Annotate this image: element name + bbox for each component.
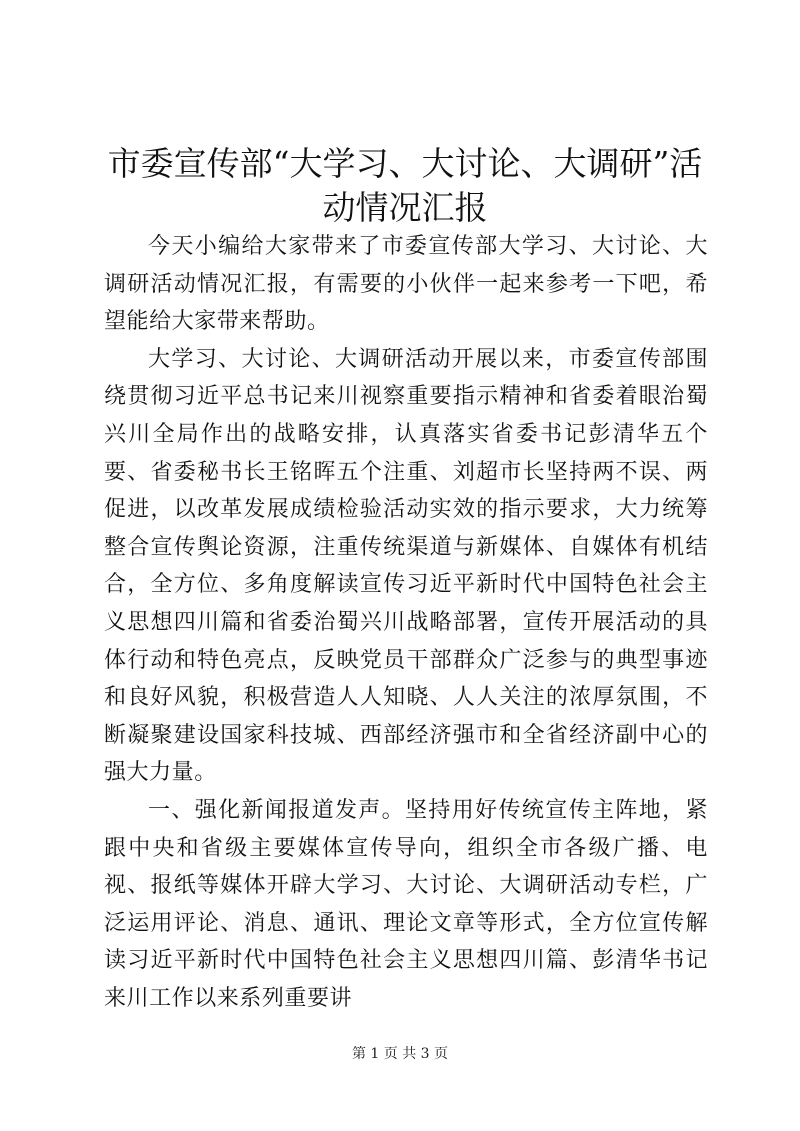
paragraph-overview: 大学习、大讨论、大调研活动开展以来，市委宣传部围绕贯彻习近平总书记来川视察重要指示精神和省委着眼治蜀兴川全局作出的战略安排，认真落实省委书记彭清华五个要、省委秘书长王铭晖五个注重、刘超市长坚持两不误、两促进，以改革发展成绩检验活动实效的指示要求，大力统筹整合宣传舆论资源，注重传统渠道与新媒体、自媒体有机结合，全方位、多角度解读宣传习近平新时代中国特色社会主义思想四川篇和省委治蜀兴川战略部署，宣传开展活动的具体行动和特色亮点，反映党员干部群众广泛参与的典型事迹和良好风貌，积极营造人人知晓、人人关注的浓厚氛围，不断凝聚建设国家科技城、西部经济强市和全省经济副中心的强大力量。 xyxy=(104,346,708,786)
paragraph-section-one: 一、强化新闻报道发声。坚持用好传统宣传主阵地，紧跟中央和省级主要媒体宣传导向，组织全市各级广播、电视、报纸等媒体开辟大学习、大讨论、大调研活动专栏，广泛运用评论、消息、通讯、理论文章等形式，全方位宣传解读习近平新时代中国特色社会主义思想四川篇、彭清华书记来川工作以来系列重要讲 xyxy=(104,797,708,1011)
paragraph-intro: 今天小编给大家带来了市委宣传部大学习、大讨论、大调研活动情况汇报，有需要的小伙伴一起来参考一下吧，希望能给大家带来帮助。 xyxy=(104,234,708,335)
document-title: 市委宣传部“大学习、大讨论、大调研”活动情况汇报 xyxy=(107,144,703,227)
document-body xyxy=(104,228,708,1017)
page-number: 第 1 页 共 3 页 xyxy=(351,1046,449,1062)
